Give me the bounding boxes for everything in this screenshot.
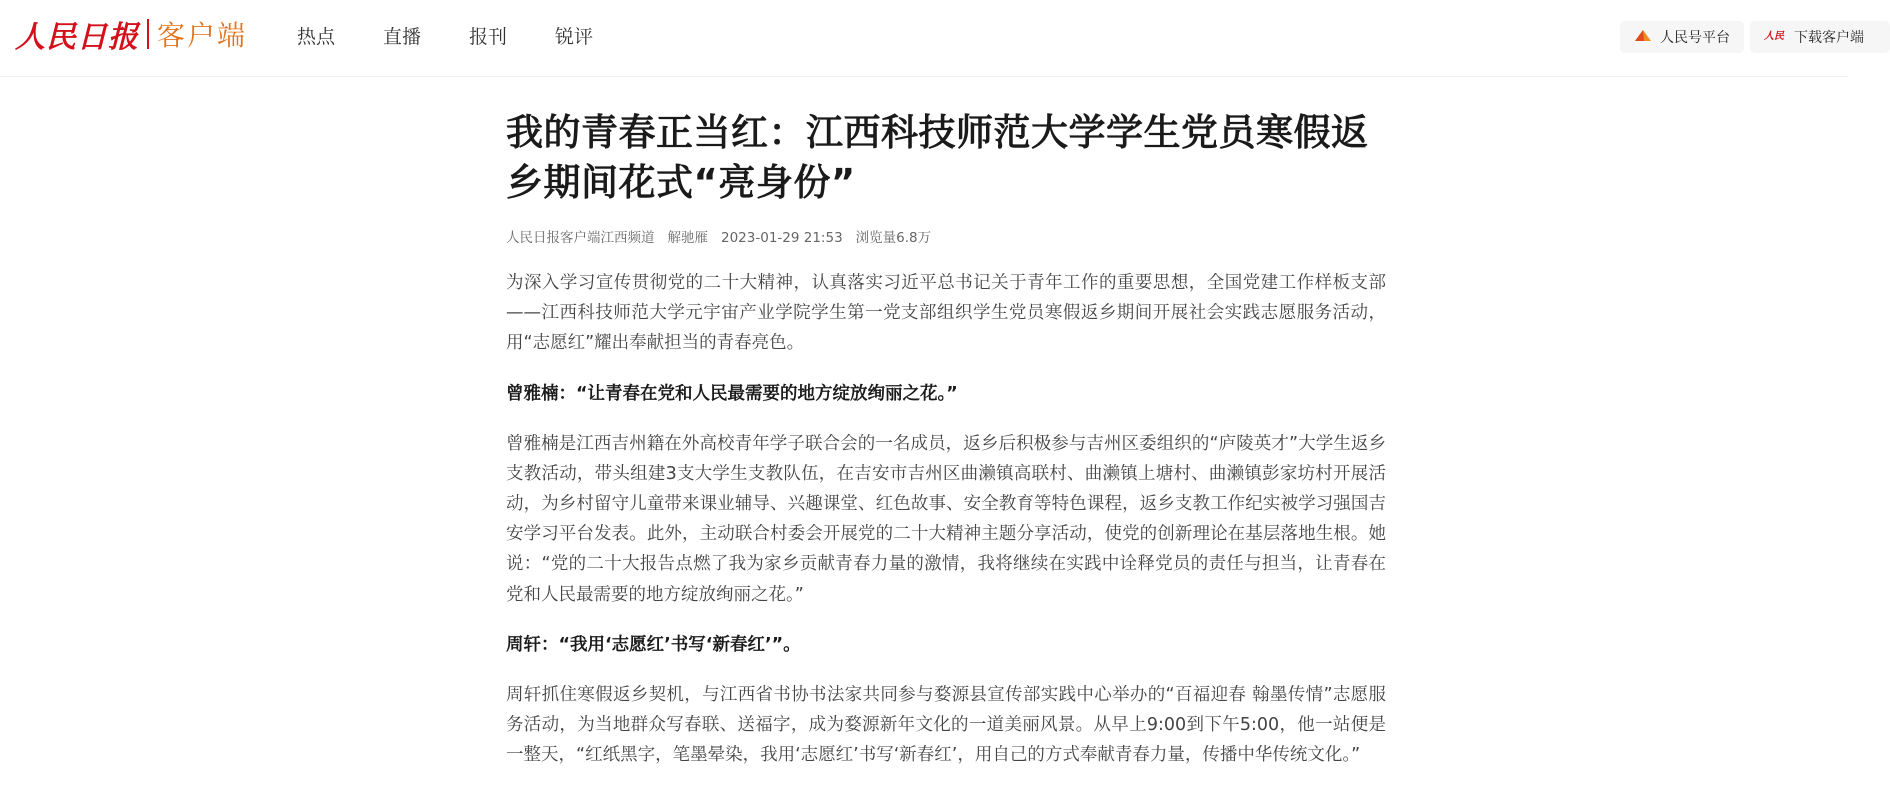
article-meta — [506, 228, 1386, 248]
rmh-platform-label: 人民号平台 — [1660, 30, 1730, 46]
download-app-button[interactable] — [1750, 21, 1890, 53]
nav-item-hot[interactable]: 热点 — [297, 26, 336, 48]
logo-sub-text: 客户端 — [157, 19, 248, 52]
article-paragraph: 周轩抓住寒假返乡契机，与江西省书协书法家共同参与婺源县宣传部实践中心举办的“百福迎春 翰墨传情”志愿服务活动，为当地群众写春联、送福字，成为婺源新年文化的一道美丽风景。从早上9:00到下午5:00，他一站便是一整天，“红纸黑字，笔墨晕染，我用‘志愿红’书写‘新春红’，用自己的方式奉献青春力量，传播中华传统文化。” — [506, 684, 1386, 766]
rmh-flag-icon — [1634, 28, 1652, 46]
nav-item-newspaper[interactable]: 报刊 — [469, 26, 508, 48]
logo-divider — [147, 19, 149, 49]
article-subheading: 周轩：“我用‘志愿红’书写‘新春红’”。 — [506, 634, 801, 655]
nav-item-live[interactable]: 直播 — [383, 26, 422, 48]
site-logo[interactable] — [15, 14, 247, 54]
article-subheading: 曾雅楠：“让青春在党和人民最需要的地方绽放绚丽之花。” — [506, 383, 958, 404]
rmh-platform-button[interactable] — [1620, 21, 1744, 53]
svg-text:人民: 人民 — [1764, 31, 1784, 42]
meta-author: 解驰雁 — [667, 230, 708, 246]
site-header — [0, 0, 1864, 77]
article-paragraph: 曾雅楠是江西吉州籍在外高校青年学子联合会的一名成员，返乡后积极参与吉州区委组织的“庐陵英才”大学生返乡支教活动，带头组建3支大学生支教队伍，在吉安市吉州区曲濑镇高联村、曲濑镇上塘村、曲濑镇彭家坊村开展活动，为乡村留守儿童带来课业辅导、兴趣课堂、红色故事、安全教育等特色课程，返乡支教工作纪实被学习强国吉安学习平台发表。此外，主动联合村委会开展党的二十大精神主题分享活动，使党的创新理论在基层落地生根。她说：“党的二十大报告点燃了我为家乡贡献青春力量的激情，我将继续在实践中诠释党员的责任与担当，让青春在党和人民最需要的地方绽放绚丽之花。” — [506, 433, 1386, 605]
logo-main-text: 人民日报 — [15, 20, 139, 55]
article-paragraph: 为深入学习宣传贯彻党的二十大精神，认真落实习近平总书记关于青年工作的重要思想，全国党建工作样板支部——江西科技师范大学元宇宙产业学院学生第一党支部组织学生党员寒假返乡期间开展社会实践志愿服务活动，用“志愿红”耀出奉献担当的青春亮色。 — [506, 273, 1386, 354]
main-nav — [297, 22, 641, 52]
app-logo-icon — [1764, 29, 1786, 45]
article-title: 我的青春正当红：江西科技师范大学学生党员寒假返乡期间花式“亮身份” — [506, 111, 1369, 204]
meta-datetime: 2023-01-29 21:53 — [721, 230, 843, 246]
nav-item-commentary[interactable]: 锐评 — [555, 26, 594, 48]
download-app-label: 下载客户端 — [1794, 30, 1864, 46]
meta-views: 浏览量6.8万 — [855, 230, 932, 246]
article — [506, 108, 1386, 770]
meta-source[interactable]: 人民日报客户端江西频道 — [506, 230, 655, 246]
